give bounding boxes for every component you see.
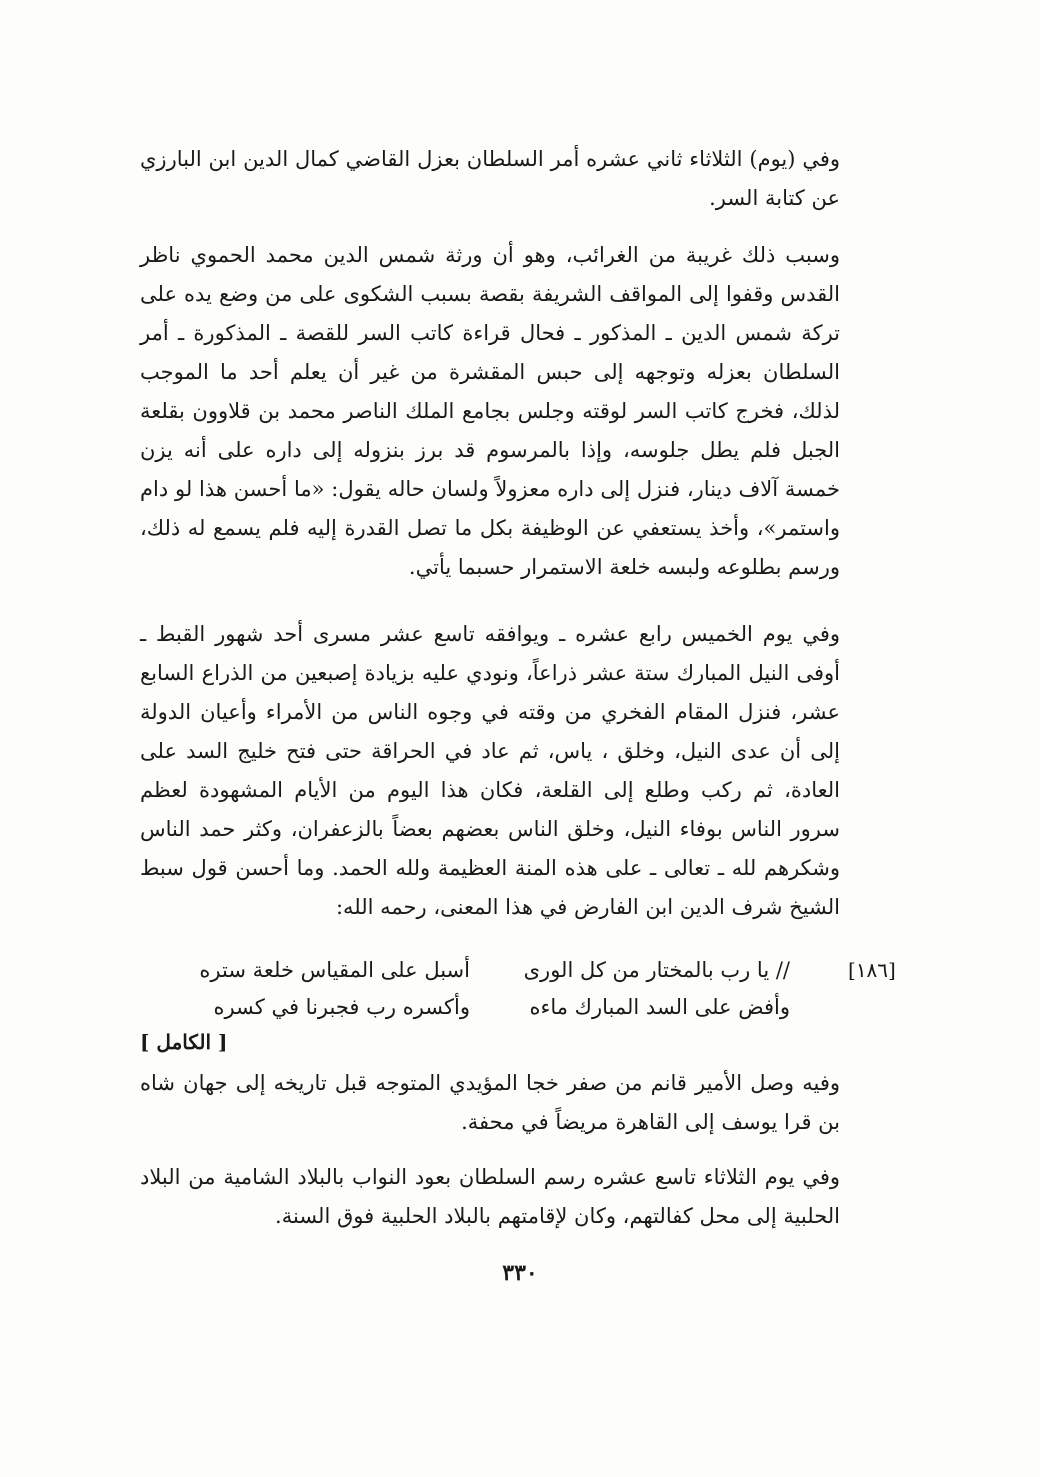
verse-first-hemistich: // يا رب بالمختار من كل الورى: [523, 958, 790, 982]
poem-meter: [ الكامل ]: [140, 1030, 228, 1054]
paragraph-reason: وسبب ذلك غريبة من الغرائب، وهو أن ورثة شمس الدين محمد الحموي ناظر القدس وقفوا إلى المواقف الشريفة بقصة بسبب الشكوى على من وضع يده على تركة شمس الدين ـ المذكور ـ فحال قراءة كاتب السر للقصة ـ المذكورة ـ أمر السلطان بعزله وتوجهه إلى حبس المقشرة من غير أن يعلم أحد ما الموجب لذلك، فخرج كاتب السر لوقته وجلس بجامع الملك الناصر محمد بن قلاوون بقلعة الجبل فلم يطل جلوسه، وإذا بالمرسوم قد برز بنزوله إلى داره على أنه يزن خمسة آلاف دينار، فنزل إلى داره معزولاً ولسان حاله يقول: «ما أحسن هذا لو دام واستمر»، وأخذ يستعفي عن الوظيفة بكل ما تصل القدرة إليه فلم يسمع له ذلك، ورسم بطلوعه ولبسه خلعة الاستمرار حسبما يأتي.: [140, 243, 840, 579]
page-number: ٣٣٠: [502, 1260, 538, 1286]
poem-verse: [200, 992, 790, 1022]
paragraph-deputies-return: وفي يوم الثلاثاء تاسع عشره رسم السلطان بعود النواب بالبلاد الشامية من البلاد الحلبية إلى محل كفالتهم، وكان لإقامتهم بالبلاد الحلبية فوق السنة.: [140, 1165, 840, 1228]
paragraph-dismissal: وفي (يوم) الثلاثاء ثاني عشره أمر السلطان بعزل القاضي كمال الدين ابن البارزي عن كتابة السر.: [140, 147, 840, 210]
verse-second-hemistich: وأكسره رب فجبرنا في كسره: [213, 995, 470, 1019]
paragraph-nile-flood: وفي يوم الخميس رابع عشره ـ ويوافقه تاسع عشر مسرى أحد شهور القبط ـ أوفى النيل المبارك ستة عشر ذراعاً، ونودي عليه بزيادة إصبعين من الذراع السابع عشر، فنزل المقام الفخري من وقته في وجوه الناس من الأمراء وأعيان الدولة إلى أن عدى النيل، وخلق ، ياس، ثم عاد في الحراقة حتى فتح خليج السد على العادة، ثم ركب وطلع إلى القلعة، فكان هذا اليوم من الأيام المشهودة لعظم سرور الناس بوفاء النيل، وخلق الناس بعضهم بعضاً بالزعفران، وكثر حمد الناس وشكرهم لله ـ تعالى ـ على هذه المنة العظيمة ولله الحمد. وما أحسن قول سبط الشيخ شرف الدين ابن الفارض في هذا المعنى، رحمه الله:: [140, 622, 840, 919]
verse-first-hemistich: وأفض على السد المبارك ماءه: [529, 995, 790, 1019]
poem-verse: [200, 955, 790, 985]
paragraph-emir-arrival: وفيه وصل الأمير قانم من صفر خجا المؤيدي المتوجه قبل تاريخه إلى جهان شاه بن قرا يوسف إلى القاهرة مريضاً في محفة.: [140, 1071, 840, 1134]
manuscript-page-ref: [١٨٦]: [848, 958, 896, 982]
verse-second-hemistich: أسبل على المقياس خلعة ستره: [199, 958, 470, 982]
